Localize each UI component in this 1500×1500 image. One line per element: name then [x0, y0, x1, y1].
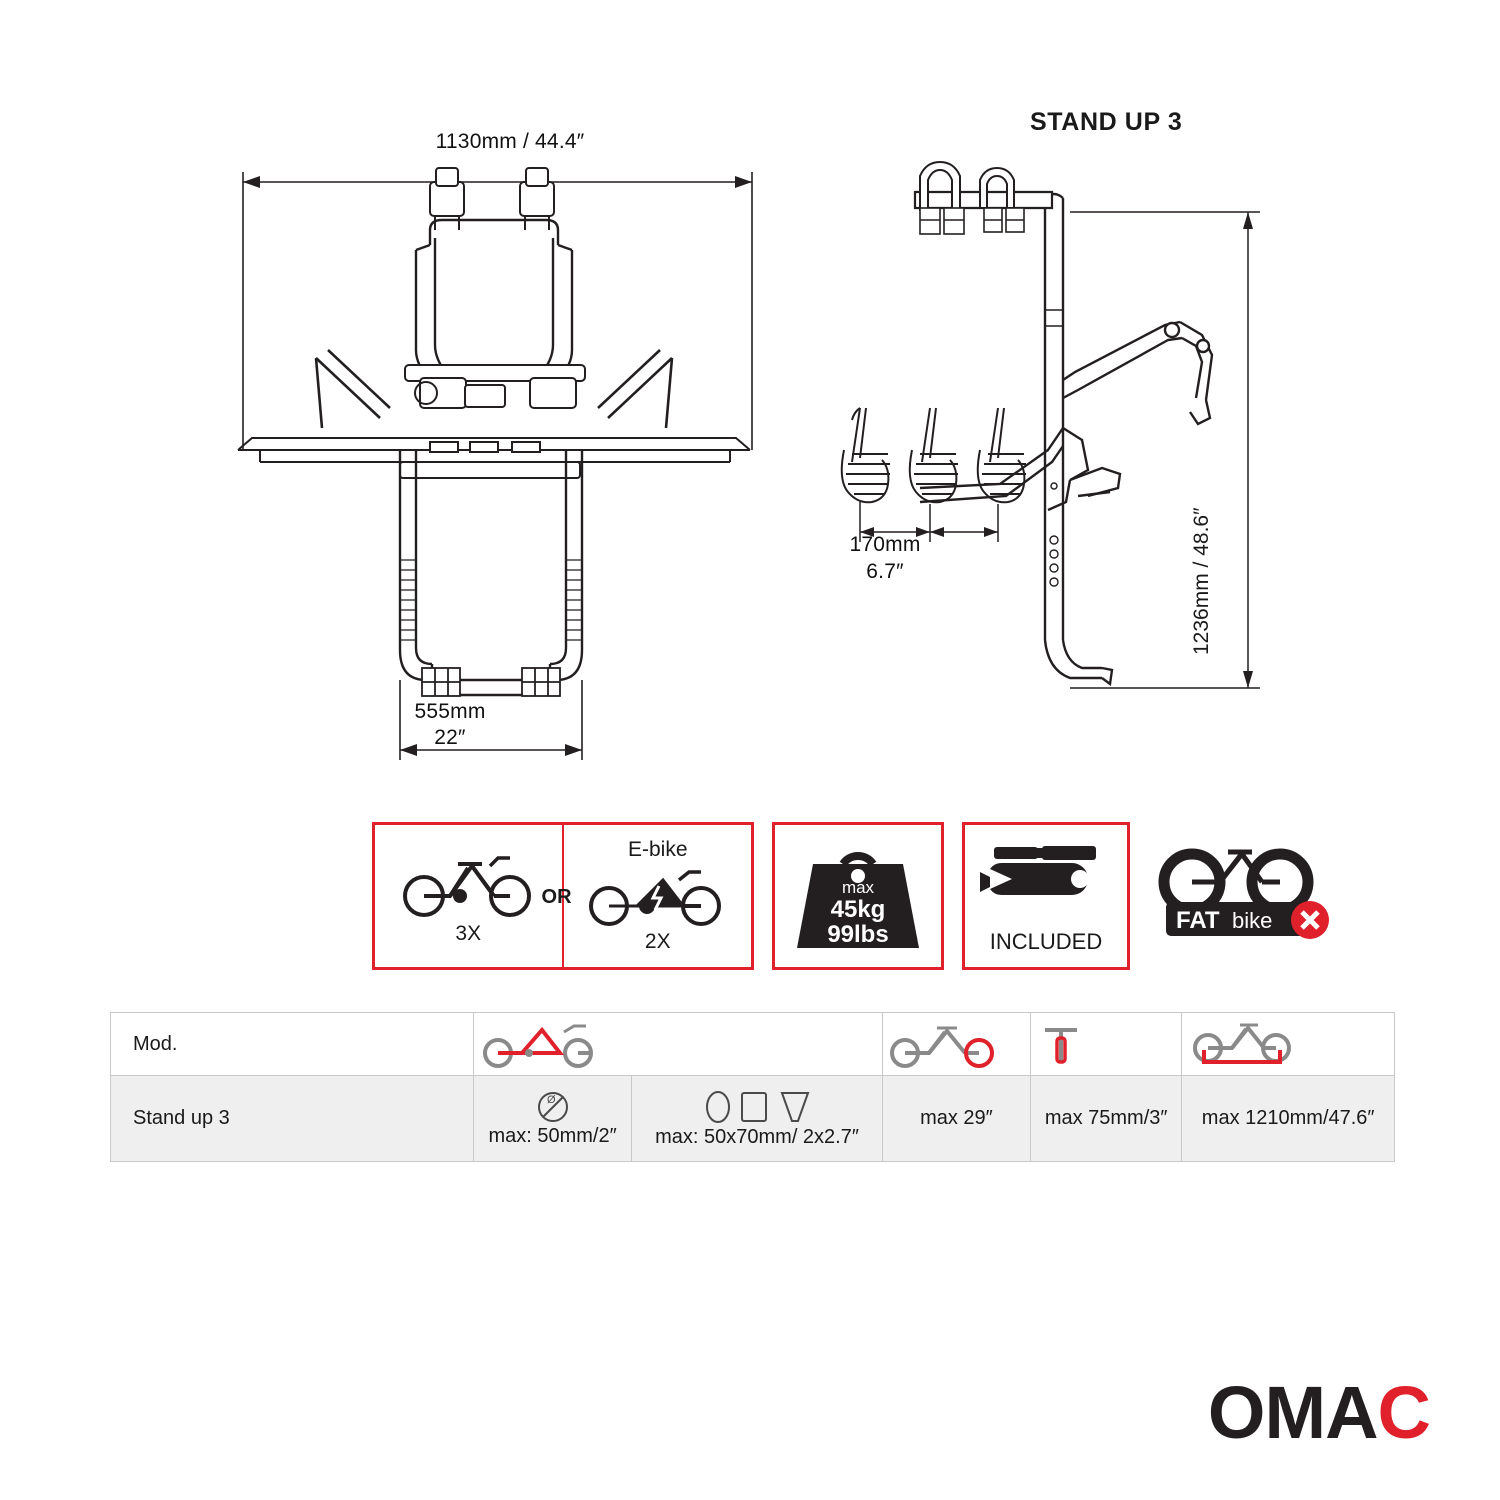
wheel-size-cell: max 29″	[882, 1076, 1030, 1162]
tire-width-icon	[1031, 1020, 1091, 1068]
ebike-cell	[564, 825, 751, 967]
frame-profile-value: max: 50x70mm/ 2x2.7″	[655, 1126, 859, 1148]
logo-text-dark: OMA	[1207, 1371, 1378, 1454]
brand-logo	[1208, 1370, 1430, 1455]
ebike-title: E-bike	[627, 838, 688, 861]
bike-icon	[398, 846, 538, 918]
svg-text:Ø: Ø	[546, 1094, 556, 1106]
side-spacing-label-mm: 170mm	[849, 533, 921, 556]
svg-text:bike: bike	[1232, 908, 1273, 933]
page-title: STAND UP 3	[1030, 108, 1183, 136]
ebike-capacity-label: 2X	[644, 930, 671, 953]
col-icon-wheel	[882, 1013, 1030, 1076]
col-icon-frame	[474, 1013, 883, 1076]
wheelbase-cell: max 1210mm/47.6″	[1182, 1076, 1395, 1162]
wheel-size-icon	[883, 1020, 1003, 1068]
bike-cell	[375, 825, 562, 967]
col-icon-wheelbase	[1182, 1013, 1395, 1076]
model-name: Stand up 3	[111, 1076, 474, 1162]
tools-icon	[976, 837, 1116, 921]
feature-icon-row	[372, 822, 1392, 972]
frame-diameter-icon	[474, 1020, 604, 1068]
side-spacing-label-in: 6.7″	[866, 560, 904, 583]
table-row	[111, 1076, 1395, 1162]
wheelbase-icon	[1182, 1020, 1302, 1068]
table-header-row	[111, 1013, 1395, 1076]
profile-shapes-icon	[682, 1088, 832, 1126]
weight-lbs-label: 99lbs	[827, 921, 889, 948]
ebike-icon	[583, 864, 733, 926]
or-label: OR	[541, 886, 572, 908]
circle-profile-icon	[523, 1089, 583, 1125]
col-icon-tire	[1030, 1013, 1181, 1076]
bike-capacity-label: 3X	[455, 922, 482, 945]
side-height-label: 1236mm / 48.6″	[1190, 507, 1213, 655]
weight-kg-label: 45kg	[830, 896, 886, 923]
frame-diameter-cell	[474, 1076, 632, 1162]
tools-included-box	[962, 822, 1130, 970]
logo-text-red: C	[1377, 1371, 1430, 1454]
side-height-dimension	[1070, 212, 1260, 688]
table-header-mod: Mod.	[111, 1013, 474, 1076]
bike-capacity-box	[372, 822, 754, 970]
side-view-drawing	[820, 150, 1290, 750]
front-base-dimension-label-in: 22″	[434, 726, 466, 749]
front-base-dimension-label-mm: 555mm	[414, 700, 486, 723]
spec-table	[110, 1012, 1395, 1162]
frame-diameter-value: max: 50mm/2″	[488, 1125, 617, 1147]
tools-included-label: INCLUDED	[989, 929, 1103, 954]
frame-profile-cell	[632, 1076, 883, 1162]
no-fatbike-badge	[1154, 840, 1354, 952]
front-width-dimension-label: 1130mm / 44.4″	[435, 130, 585, 153]
fatbike-icon	[1154, 840, 1354, 952]
max-weight-box	[772, 822, 944, 970]
tire-width-cell: max 75mm/3″	[1030, 1076, 1181, 1162]
svg-text:FAT: FAT	[1176, 907, 1220, 934]
weight-max-label: max	[841, 878, 875, 897]
